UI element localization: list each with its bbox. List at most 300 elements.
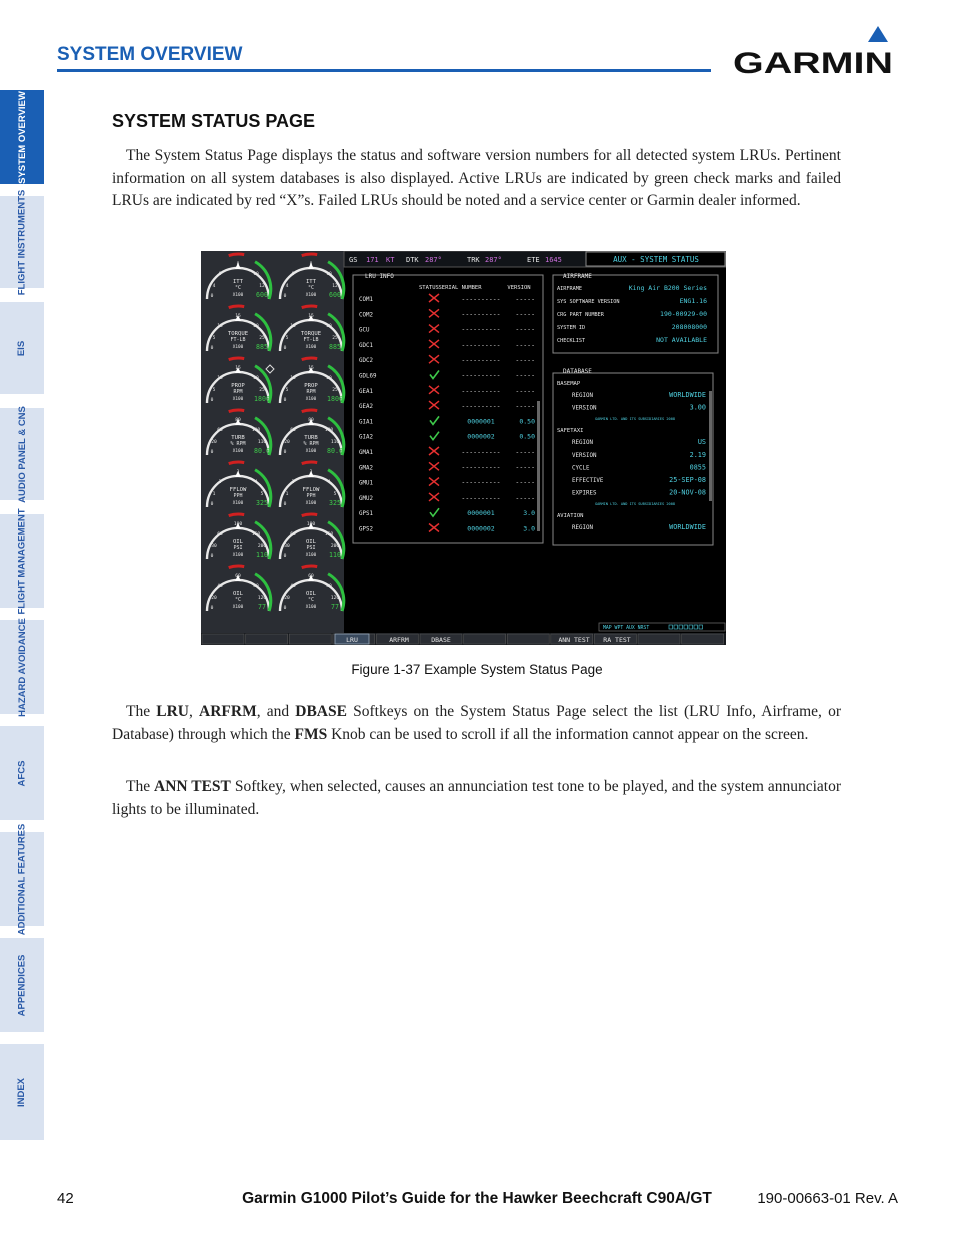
softkey-slot [289, 634, 331, 644]
gauge-red-band [302, 306, 318, 308]
gauge-value: 600 [256, 291, 268, 299]
lru-version: ----- [515, 402, 535, 411]
lru-version: 3.0 [523, 509, 535, 518]
gauge-tick: 80 [326, 584, 332, 589]
gauge-scale: X100 [305, 293, 317, 298]
chapter-tab-label: AUDIO PANEL & CNS [16, 405, 28, 503]
lru-name: GMU2 [359, 495, 373, 502]
gauge-tick: 60 [235, 574, 241, 579]
nav-field: 287° [425, 256, 442, 264]
gauge-red-band [229, 254, 245, 256]
airframe-title: AIRFRAME [563, 273, 592, 280]
airframe-value: ENG1.16 [679, 297, 707, 305]
softkey-label: RA TEST [603, 636, 631, 644]
gauge-tick: 20 [211, 596, 217, 601]
gauge-tick: 10 [253, 272, 259, 277]
chapter-tab[interactable] [0, 302, 44, 394]
nav-field: 171 [366, 256, 379, 264]
intro-paragraph: The System Status Page displays the status and software version numbers for all detected system LRUs. Pertinent information on all system databases is also displayed. Active LRUs are indicated by green check marks and failed LRUs are indicated by red “X”s. Failed LRUs should be noted and a service center or Garmin dealer informed. [112, 147, 841, 209]
gauge-tick: 20 [326, 324, 332, 329]
gauge-tick: 40 [290, 584, 296, 589]
nav-field: KT [386, 256, 395, 264]
gauge-value: 885 [256, 343, 268, 351]
text: Softkey, when selected, causes an annunciation test tone to be played, and the system annunciator lights to be illuminated. [112, 778, 842, 818]
gauge-unit: °C [307, 285, 315, 291]
lru-key-ref: LRU [156, 703, 189, 720]
lru-serial: 0000002 [467, 432, 495, 441]
gauge-scale: X100 [232, 553, 244, 558]
lru-version: ----- [515, 448, 535, 456]
chapter-tab-label: HAZARD AVOIDANCE [16, 617, 28, 717]
gauge-scale: X100 [232, 605, 244, 610]
gauge-tick: 2 [218, 480, 222, 485]
gauge-red-band [302, 410, 318, 412]
gauge-tick: 5 [333, 492, 337, 497]
database-label: REGION [572, 393, 593, 399]
database-label: VERSION [572, 405, 597, 412]
lru-version: ----- [515, 295, 535, 303]
gauge-value: 80.0 [327, 447, 343, 455]
gauge-tick: 5 [285, 336, 289, 341]
lru-version: ----- [515, 310, 535, 319]
airframe-value: NOT AVAILABLE [656, 336, 707, 344]
gauge-tick: 150 [251, 532, 261, 537]
lru-version: ----- [515, 478, 535, 487]
gauge-tick: 40 [217, 584, 223, 589]
gauge-unit: FT-LB [230, 337, 246, 343]
gauge-tick: 20 [211, 440, 217, 445]
gauge-label: ITT [232, 279, 244, 285]
airframe-label: CHECKLIST [557, 338, 586, 344]
lru-name: GDL69 [359, 373, 377, 380]
gauge-tick: 60 [290, 428, 296, 433]
gauge-scale: X100 [305, 501, 317, 506]
database-group-name: SAFETAXI [557, 428, 584, 435]
gauge-tick: 6 [218, 272, 222, 277]
text: , [188, 703, 200, 720]
database-label: EXPIRES [572, 490, 597, 497]
gauge-tick: 15 [235, 366, 241, 371]
gauge-unit: RPM [306, 389, 316, 395]
gauge-tick: 20 [284, 440, 290, 445]
gauge-tick: 12 [259, 284, 265, 289]
document-number: 190-00663-01 Rev. A [757, 1190, 898, 1207]
nav-field: 1645 [545, 256, 562, 264]
gauge-tick: 4 [327, 480, 331, 485]
gauge-label: OIL [232, 591, 244, 597]
lru-serial: ---------- [461, 448, 501, 456]
gauge-label: TURB [304, 435, 318, 441]
lru-version: 3.0 [523, 524, 535, 533]
airframe-value: King Air B200 Series [628, 284, 707, 292]
gauge-red-band [229, 566, 245, 568]
lru-serial: ---------- [461, 386, 501, 395]
lru-name: GIA2 [359, 434, 373, 441]
softkey-slot [464, 634, 506, 644]
gauge-tick: 5 [260, 492, 264, 497]
chapter-tab[interactable] [0, 726, 44, 820]
gauge-scale: X100 [305, 345, 317, 350]
lru-name: GPS2 [359, 526, 373, 533]
gauge-tick: 110 [257, 440, 267, 445]
gauge-unit: PPH [233, 493, 243, 499]
airframe-value: 208008000 [671, 323, 707, 331]
softkey-label: ARFRM [389, 636, 409, 644]
gauge-unit: % RPM [303, 441, 319, 447]
gauge-tick: 150 [324, 532, 334, 537]
gauge-tick: 6 [291, 272, 295, 277]
gauge-tick: 10 [290, 376, 296, 381]
lru-name: GDC2 [359, 358, 373, 365]
gauge-unit: °C [234, 285, 242, 291]
gauge-scale: X100 [232, 345, 244, 350]
chapter-tab[interactable] [0, 507, 44, 615]
softkey-slot [246, 634, 288, 644]
gauge-label: OIL [232, 539, 244, 545]
gauge-tick: 20 [253, 376, 259, 381]
dbase-key-ref: DBASE [295, 703, 347, 720]
gauge-tick: 5 [212, 388, 216, 393]
database-group-name: BASEMAP [557, 381, 581, 387]
gauge-tick: 5 [212, 336, 216, 341]
gauge-tick: 0 [283, 554, 287, 559]
gauge-value: 1800 [254, 395, 270, 403]
text: Softkeys on the System Status Page select the list (LRU Info, Airframe, or Database) through which the [112, 703, 841, 743]
fms-key-ref: FMS [294, 725, 328, 743]
airframe-value: 190-00929-00 [660, 310, 707, 318]
chapter-tab-label: SYSTEM OVERVIEW [16, 90, 28, 184]
lru-version: 0.50 [519, 432, 535, 441]
database-label: VERSION [572, 452, 597, 459]
gauge-tick: 0 [210, 450, 214, 455]
gauge-unit: °C [307, 597, 315, 603]
database-group-name: AVIATION [557, 513, 584, 520]
gauge-label: FFLOW [229, 487, 247, 493]
text: The [126, 703, 157, 720]
lru-name: GMU1 [359, 480, 373, 487]
gauge-tick: 10 [290, 324, 296, 329]
lru-name: GPS1 [359, 511, 373, 518]
chapter-tab-label: FLIGHT MANAGEMENT [16, 507, 28, 615]
gauge-tick: 15 [235, 314, 241, 319]
softkey-slot [202, 634, 244, 644]
nav-field: GS [349, 256, 358, 264]
database-value: WORLDWIDE [669, 523, 706, 532]
chapter-tab[interactable] [0, 938, 44, 1032]
lru-name: GEA2 [359, 404, 373, 411]
lru-name: GCU [359, 327, 370, 334]
gauge-unit: °C [234, 597, 242, 603]
gauge-tick: 0 [210, 346, 214, 351]
lru-serial: ---------- [461, 371, 501, 380]
lru-serial: ---------- [461, 340, 501, 349]
text: Knob can be used to scroll if all the information cannot appear on the screen. [327, 725, 809, 743]
gauge-label: TORQUE [227, 331, 249, 337]
database-value: 0855 [689, 463, 706, 472]
lru-serial: 0000001 [467, 417, 495, 426]
chapter-tab-label: APPENDICES [16, 954, 28, 1016]
garmin-logo [733, 26, 899, 76]
softkey-slot [507, 634, 549, 644]
lru-version: ----- [515, 493, 535, 502]
chapter-tab-label: ADDITIONAL FEATURES [16, 823, 28, 935]
gauge-tick: 0 [210, 606, 214, 611]
gauge-tick: 10 [217, 324, 223, 329]
lru-serial: ---------- [461, 463, 501, 472]
lru-column-header: SERIAL NUMBER [438, 285, 482, 291]
gauge-unit: PSI [233, 545, 243, 551]
gauge-red-band [302, 566, 318, 568]
gauge-unit: FT-LB [303, 337, 319, 343]
gauge-tick: 3 [236, 470, 240, 475]
gauge-tick: 8 [309, 262, 313, 267]
gauge-tick: 60 [290, 532, 296, 537]
gauge-red-band [229, 462, 245, 464]
gauge-label: PROP [304, 383, 318, 389]
gauge-tick: 60 [217, 532, 223, 537]
gauge-tick: 0 [283, 346, 287, 351]
gauge-scale: X100 [305, 449, 317, 454]
gauge-scale: X100 [232, 501, 244, 506]
page-group-label: MAP WPT AUX NRST [603, 626, 650, 631]
gauge-tick: 20 [326, 376, 332, 381]
lru-serial: 0000002 [467, 524, 495, 533]
gauge-value: 77 [258, 603, 266, 611]
softkey-slot [638, 634, 680, 644]
gauge-tick: 8 [236, 262, 240, 267]
lru-column-header: VERSION [507, 285, 531, 291]
gauge-tick: 0 [283, 398, 287, 403]
softkey-slot [682, 634, 724, 644]
gauge-tick: 100 [306, 522, 316, 527]
nav-field: ETE [527, 256, 540, 264]
chapter-tab-label: FLIGHT INSTRUMENTS [16, 189, 28, 295]
gauge-tick: 25 [259, 388, 265, 393]
gauge-scale: X100 [232, 449, 244, 454]
ann-test-paragraph [112, 776, 841, 821]
nav-field: TRK [467, 256, 480, 264]
gauge-tick: 4 [285, 284, 289, 289]
gauge-tick: 2 [291, 480, 295, 485]
lru-name: GMA2 [359, 465, 373, 472]
gauge-tick: 1 [212, 492, 216, 497]
gauge-tick: 200 [257, 544, 267, 549]
gauge-tick: 80 [235, 418, 241, 423]
gauge-scale: X100 [232, 397, 244, 402]
lru-column-header: STATUS [419, 285, 439, 291]
lru-name: GIA1 [359, 419, 373, 426]
gauge-tick: 0 [210, 398, 214, 403]
gauge-tick: 100 [233, 522, 243, 527]
database-copyright: GARMIN LTD. AND ITS SUBSIDIARIES 2008 [594, 417, 676, 422]
nav-field: 287° [485, 256, 502, 264]
gauge-label: TORQUE [300, 331, 322, 337]
lru-name: GEA1 [359, 388, 373, 395]
gauge-tick: 0 [210, 554, 214, 559]
page-title: SYSTEM STATUS PAGE [112, 111, 316, 131]
figure-caption: Figure 1-37 Example System Status Page [351, 662, 603, 677]
gauge-tick: 12 [332, 284, 338, 289]
database-title: DATABASE [563, 368, 592, 375]
gauge-tick: 100 [324, 428, 334, 433]
gauge-unit: % RPM [230, 441, 246, 447]
page-title: AUX - SYSTEM STATUS [613, 255, 699, 264]
gauge-unit: PPH [306, 493, 316, 499]
database-scrollbar [709, 391, 712, 501]
airframe-label: AIRFRAME [557, 286, 582, 292]
lru-version: 0.50 [519, 417, 535, 426]
airframe-label: SYSTEM ID [557, 325, 586, 331]
lru-name: COM2 [359, 312, 373, 319]
gauge-tick: 30 [284, 544, 290, 549]
gauge-tick: 30 [211, 544, 217, 549]
garmin-wordmark: GARMIN [733, 47, 893, 76]
gauge-value: 110 [329, 551, 341, 559]
database-label: REGION [572, 525, 593, 532]
gauge-tick: 200 [330, 544, 340, 549]
gauge-red-band [302, 254, 318, 256]
gauge-tick: 20 [253, 324, 259, 329]
gauge-tick: 15 [308, 366, 314, 371]
gauge-value: 885 [329, 343, 341, 351]
gauge-unit: RPM [233, 389, 243, 395]
lru-serial: ---------- [461, 402, 501, 411]
gauge-value: 1800 [327, 395, 343, 403]
softkey-label: DBASE [431, 636, 451, 644]
airframe-label: CRG PART NUMBER [557, 312, 604, 318]
gauge-tick: 120 [330, 596, 340, 601]
gauge-red-band [229, 306, 245, 308]
gauge-tick: 25 [332, 336, 338, 341]
chapter-tab-label: INDEX [16, 1077, 28, 1107]
arfrm-key-ref: ARFRM [199, 703, 257, 720]
gauge-tick: 20 [284, 596, 290, 601]
gauge-tick: 3 [309, 470, 313, 475]
database-value: WORLDWIDE [669, 391, 706, 399]
page-number: 42 [57, 1190, 74, 1207]
gauge-value: 325 [256, 499, 268, 507]
gauge-tick: 0 [283, 502, 287, 507]
gauge-value: 110 [256, 551, 268, 559]
section-header: SYSTEM OVERVIEW [57, 44, 243, 65]
chapter-tab[interactable] [0, 90, 44, 184]
gauge-red-band [302, 514, 318, 516]
chapter-tab[interactable] [0, 189, 44, 295]
gauge-tick: 80 [253, 584, 259, 589]
lru-serial: ---------- [461, 310, 501, 319]
database-value: US [697, 438, 706, 447]
gauge-value: 77 [331, 603, 339, 611]
gauge-label: FFLOW [302, 487, 320, 493]
gauge-scale: X100 [232, 293, 244, 298]
gauge-value: 600 [329, 291, 341, 299]
gauge-tick: 25 [332, 388, 338, 393]
gauge-red-band [302, 462, 318, 464]
gauge-scale: X100 [305, 605, 317, 610]
chapter-tab[interactable] [0, 405, 44, 503]
gauge-scale: X100 [305, 397, 317, 402]
gauge-scale: X100 [305, 553, 317, 558]
text: , and [256, 703, 296, 720]
gauge-tick: 4 [212, 284, 216, 289]
database-value: 3.00 [689, 403, 706, 412]
gauge-tick: 0 [283, 294, 287, 299]
gauge-label: TURB [231, 435, 245, 441]
lru-version: ----- [515, 356, 535, 365]
gauge-tick: 60 [217, 428, 223, 433]
softkey-label: ANN TEST [558, 636, 590, 644]
gauge-label: ITT [305, 279, 317, 285]
chapter-tab[interactable] [0, 823, 44, 935]
database-value: 20-NOV-08 [669, 488, 706, 497]
gauge-value: 325 [329, 499, 341, 507]
lru-serial: ---------- [461, 478, 501, 487]
database-label: CYCLE [572, 465, 590, 472]
chapter-tab[interactable] [0, 1044, 44, 1140]
lru-version: ----- [515, 325, 535, 334]
gauge-tick: 10 [217, 376, 223, 381]
gauge-red-band [229, 514, 245, 516]
gauge-tick: 0 [283, 606, 287, 611]
gauge-tick: 10 [326, 272, 332, 277]
gauge-tick: 1 [285, 492, 289, 497]
gauge-tick: 4 [254, 480, 258, 485]
system-status-screenshot [201, 251, 726, 645]
nav-field: DTK [406, 256, 419, 264]
lru-version: ----- [515, 371, 535, 380]
gauge-tick: 0 [210, 294, 214, 299]
lru-version: ----- [515, 463, 535, 472]
lru-name: GDC1 [359, 342, 373, 349]
softkey-label: LRU [346, 636, 358, 644]
gauge-tick: 0 [210, 502, 214, 507]
database-value: 2.19 [689, 450, 706, 459]
gauge-value: 80.0 [254, 447, 270, 455]
database-value: 25-SEP-08 [669, 476, 706, 484]
lru-serial: ---------- [461, 295, 501, 303]
lru-version: ----- [515, 386, 535, 395]
system-status-figure [201, 251, 726, 645]
gauge-red-band [229, 358, 245, 360]
gauge-unit: PSI [306, 545, 316, 551]
text: The [126, 778, 155, 795]
lru-serial: ---------- [461, 325, 501, 334]
gauge-tick: 25 [259, 336, 265, 341]
garmin-triangle-icon [868, 26, 888, 42]
gauge-red-band [302, 358, 318, 360]
gauge-tick: 15 [308, 314, 314, 319]
gauge-label: PROP [231, 383, 245, 389]
ann-test-key-ref: ANN TEST [154, 778, 231, 795]
gauge-tick: 80 [308, 418, 314, 423]
gauge-tick: 110 [330, 440, 340, 445]
gauge-label: OIL [305, 539, 317, 545]
database-copyright: GARMIN LTD. AND ITS SUBSIDIARIES 2008 [594, 502, 676, 507]
lru-serial: ---------- [461, 356, 501, 365]
footer-title: Garmin G1000 Pilot’s Guide for the Hawker Beechcraft C90A/GT [242, 1190, 712, 1207]
gauge-label: OIL [305, 591, 317, 597]
lru-info-title: LRU INFO [365, 273, 394, 280]
airframe-label: SYS SOFTWARE VERSION [557, 299, 620, 305]
database-label: REGION [572, 440, 593, 447]
database-label: EFFECTIVE [572, 478, 604, 484]
chapter-tab-label: EIS [16, 340, 28, 356]
chapter-tab-label: AFCS [16, 760, 28, 786]
header-rule [57, 69, 711, 72]
gauge-tick: 0 [283, 450, 287, 455]
gauge-red-band [229, 410, 245, 412]
gauge-tick: 5 [285, 388, 289, 393]
